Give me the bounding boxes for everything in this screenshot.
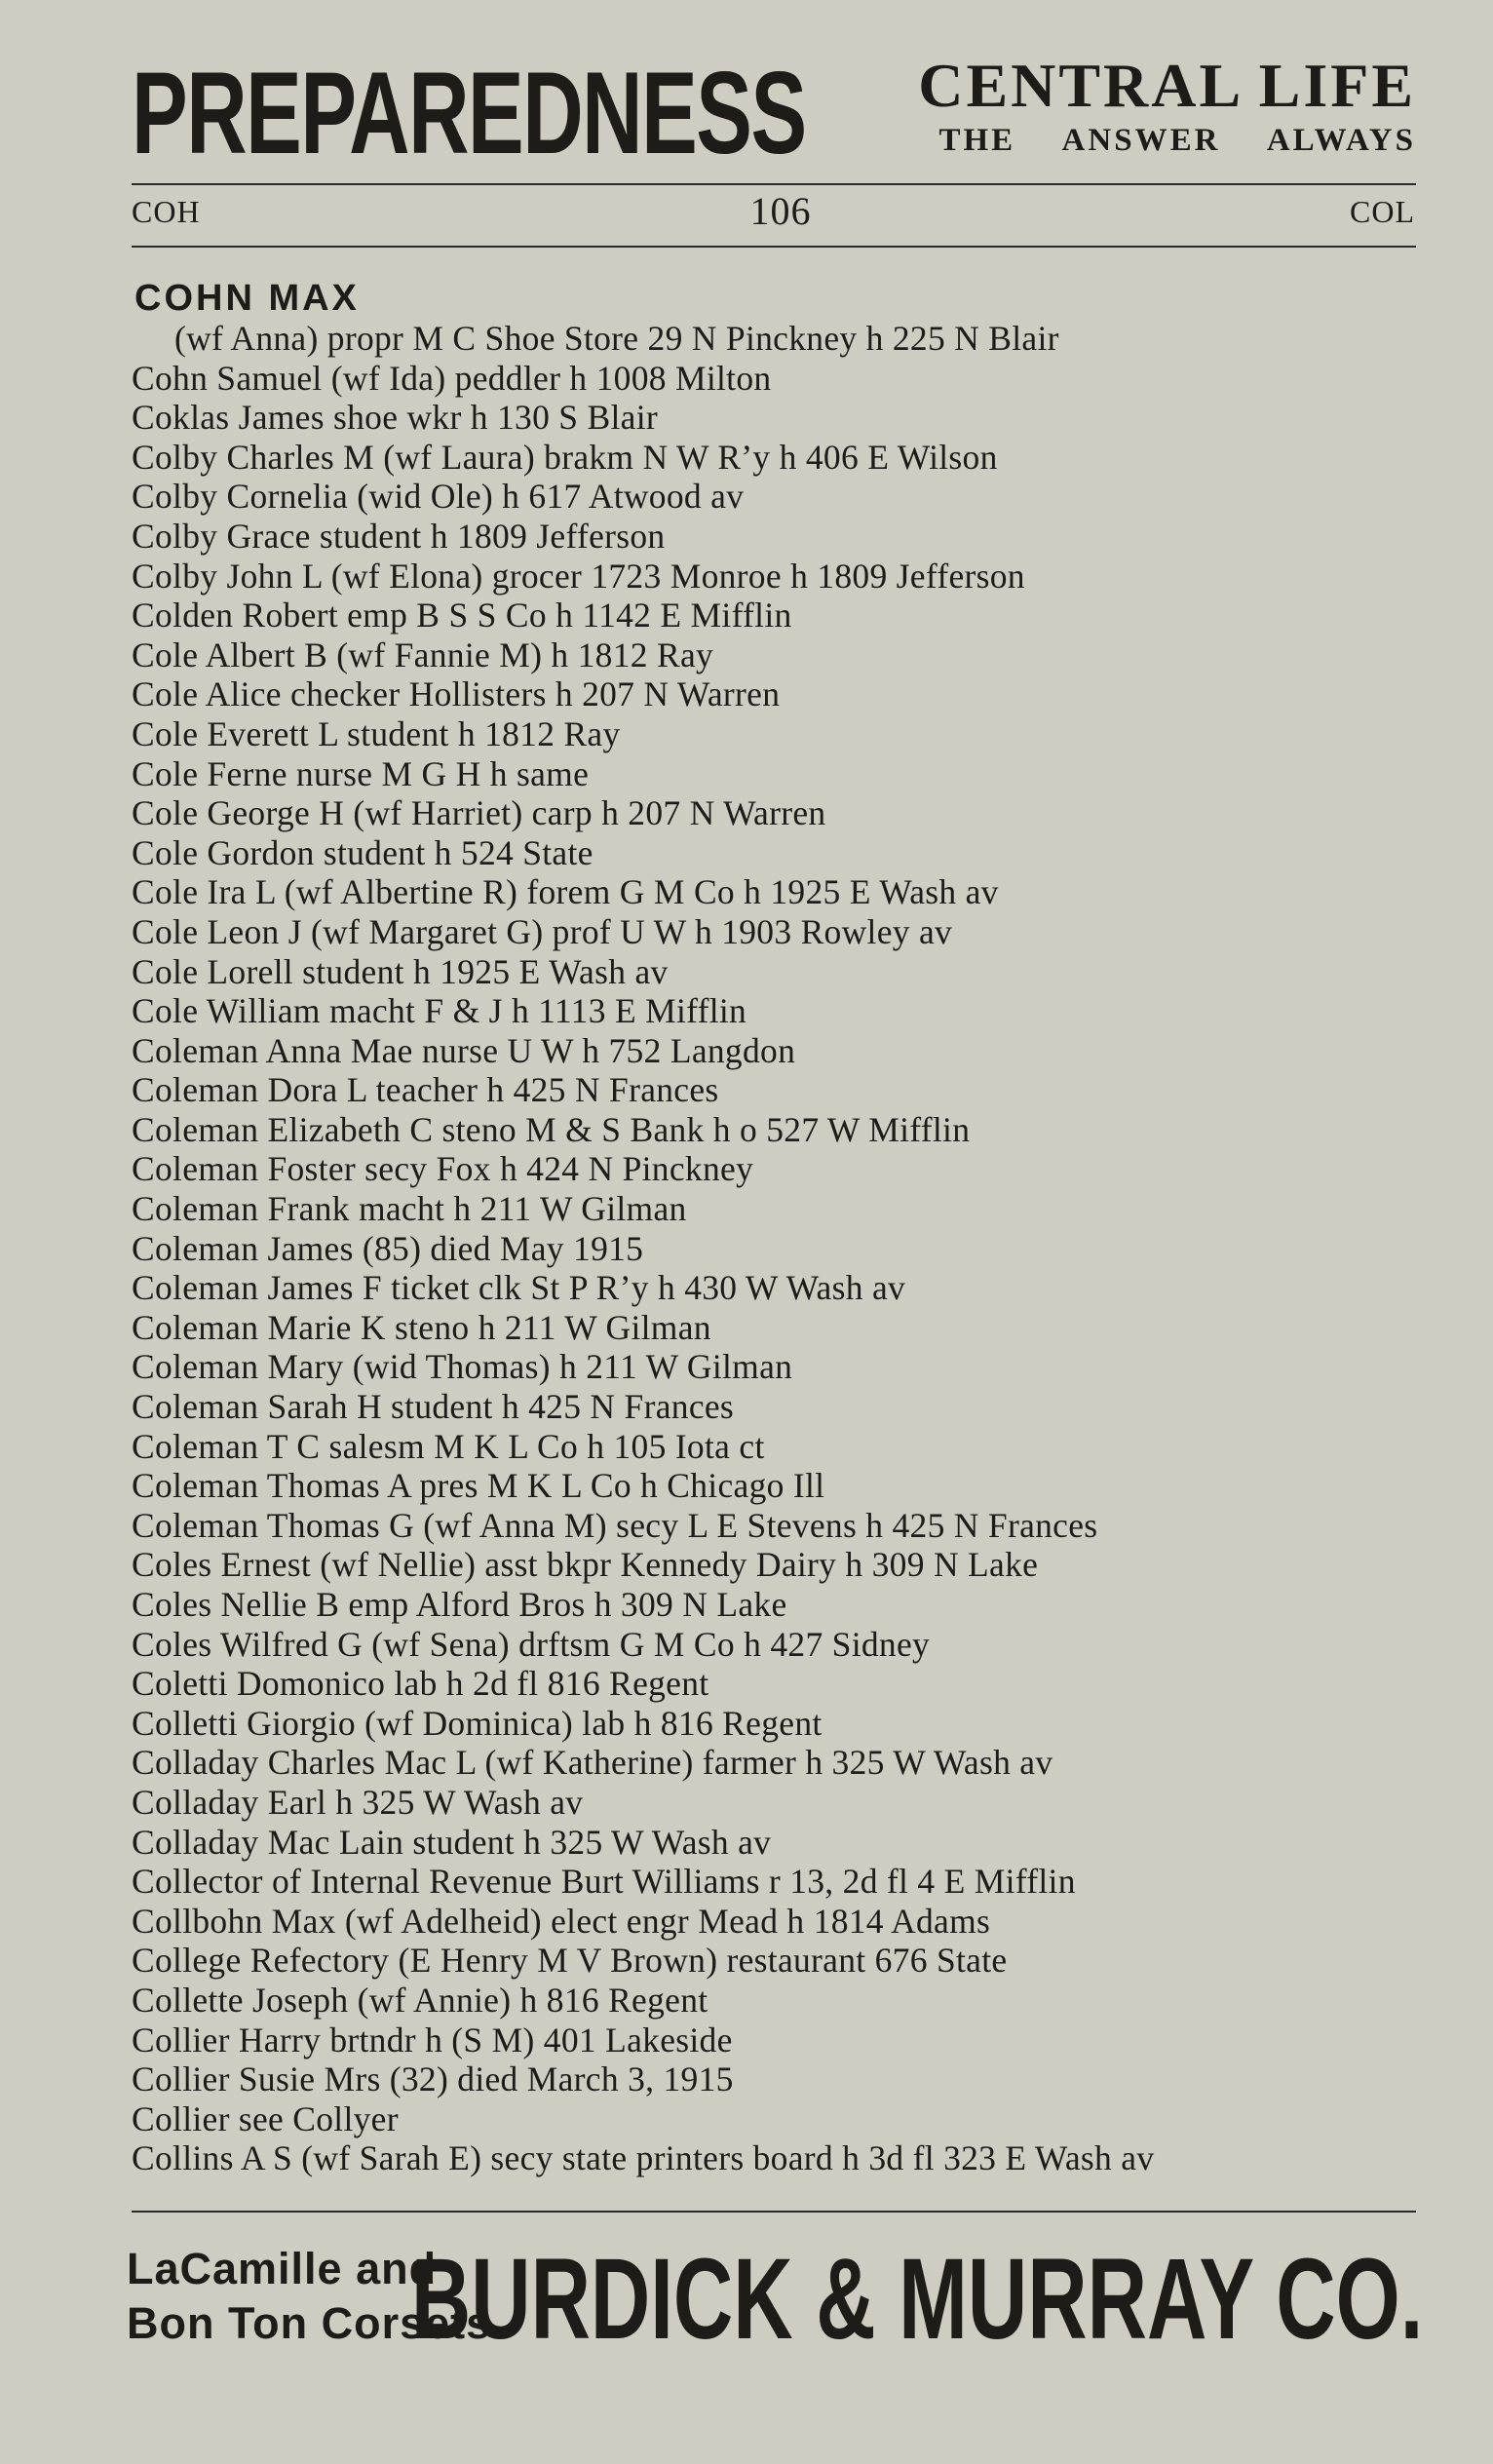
list-item: College Refectory (E Henry M V Brown) restaurant 676 State: [132, 1941, 1008, 1981]
header-top-rule: [132, 183, 1416, 185]
list-item: Coklas James shoe wkr h 130 S Blair: [132, 398, 659, 438]
list-item: Colby John L (wf Elona) grocer 1723 Monroe h 1809 Jefferson: [132, 556, 1025, 596]
list-item: Coleman Frank macht h 211 W Gilman: [132, 1189, 687, 1229]
list-item: Colladay Mac Lain student h 325 W Wash av: [132, 1822, 772, 1862]
list-item: Coleman T C salesm M K L Co h 105 Iota ct: [132, 1426, 765, 1466]
preparedness-ad-text: PREPAREDNESS: [132, 48, 806, 178]
list-item: Collette Joseph (wf Annie) h 816 Regent: [132, 1980, 708, 2020]
list-item: Collier Susie Mrs (32) died March 3, 1915: [132, 2060, 734, 2099]
list-item: Colladay Charles Mac L (wf Katherine) farmer h 325 W Wash av: [132, 1743, 1053, 1783]
list-item: Cole George H (wf Harriet) carp h 207 N Warren: [132, 793, 826, 833]
list-item: Cole Lorell student h 1925 E Wash av: [132, 951, 669, 991]
list-item: Colladay Earl h 325 W Wash av: [132, 1782, 584, 1822]
burdick-murray-ad: BURDICK & MURRAY CO.: [410, 2235, 1423, 2364]
running-header-left: COH: [132, 194, 201, 229]
list-item: Colden Robert emp B S S Co h 1142 E Mifflin: [132, 596, 792, 635]
list-item: Collins A S (wf Sarah E) secy state printers board h 3d fl 323 E Wash av: [132, 2138, 1155, 2178]
list-item: Coleman Marie K steno h 211 W Gilman: [132, 1307, 711, 1347]
list-item: Coleman Elizabeth C steno M & S Bank h o 527 W Mifflin: [132, 1109, 971, 1149]
list-item: Cole Leon J (wf Margaret G) prof U W h 1903 Rowley av: [132, 911, 953, 951]
list-item: Collier see Collyer: [132, 2098, 399, 2138]
list-item: Coles Ernest (wf Nellie) asst bkpr Kennedy Dairy h 309 N Lake: [132, 1545, 1039, 1585]
list-item: Coleman Dora L teacher h 425 N Frances: [132, 1070, 719, 1110]
list-item: Collector of Internal Revenue Burt Williams r 13, 2d fl 4 E Mifflin: [132, 1862, 1076, 1902]
list-item: Cole Alice checker Hollisters h 207 N Warren: [132, 674, 781, 714]
list-item: Coletti Domonico lab h 2d fl 816 Regent: [132, 1664, 709, 1704]
top-advertisement: [132, 48, 1416, 178]
bottom-advertisement: [127, 2232, 1423, 2364]
list-item: Colby Charles M (wf Laura) brakm N W R’y h 406 E Wilson: [132, 437, 998, 477]
list-item: Coles Nellie B emp Alford Bros h 309 N Lake: [132, 1585, 787, 1624]
list-item: Cole Ira L (wf Albertine R) forem G M Co h 1925 E Wash av: [132, 872, 999, 912]
list-item: Collier Harry brtndr h (S M) 401 Lakeside: [132, 2020, 733, 2060]
page-number: 106: [749, 189, 812, 233]
list-item: Cole Ferne nurse M G H h same: [132, 753, 590, 793]
list-item: Coleman Thomas A pres M K L Co h Chicago Ill: [132, 1466, 825, 1506]
list-item: Cohn Samuel (wf Ida) peddler h 1008 Milton: [132, 358, 772, 398]
list-item: Cole Albert B (wf Fannie M) h 1812 Ray: [132, 635, 714, 674]
list-item: Coleman James (85) died May 1915: [132, 1228, 644, 1268]
footer-rule: [132, 2211, 1416, 2213]
corsets-ad-line2: Bon Ton Corsets: [127, 2298, 492, 2348]
running-header-right: COL: [1350, 194, 1415, 229]
central-life-ad-title: CENTRAL LIFE: [918, 51, 1416, 120]
list-item: Coleman Sarah H student h 425 N Frances: [132, 1387, 735, 1427]
list-item: Cole William macht F & J h 1113 E Mifflin: [132, 991, 747, 1031]
header-bottom-rule: [132, 246, 1416, 248]
list-item: (wf Anna) propr M C Shoe Store 29 N Pinckney h 225 N Blair: [174, 319, 1059, 358]
list-item: Coles Wilfred G (wf Sena) drftsm G M Co h 427 Sidney: [132, 1624, 931, 1664]
lead-entry-name: COHN MAX: [134, 278, 360, 319]
list-item: Colby Grace student h 1809 Jefferson: [132, 516, 666, 556]
list-item: Colby Cornelia (wid Ole) h 617 Atwood av: [132, 477, 745, 517]
list-item: Coleman Anna Mae nurse U W h 752 Langdon: [132, 1030, 796, 1070]
list-item: Collbohn Max (wf Adelheid) elect engr Mead h 1814 Adams: [132, 1901, 991, 1941]
list-item: Colletti Giorgio (wf Dominica) lab h 816 Regent: [132, 1703, 823, 1743]
list-item: Coleman James F ticket clk St P R’y h 430 W Wash av: [132, 1268, 906, 1308]
central-life-ad-slogan: THE ANSWER ALWAYS: [938, 123, 1416, 158]
list-item: Cole Everett L student h 1812 Ray: [132, 713, 621, 753]
list-item: Coleman Foster secy Fox h 424 N Pinckney: [132, 1149, 754, 1189]
list-item: Coleman Mary (wid Thomas) h 211 W Gilman: [132, 1347, 793, 1387]
list-item: Cole Gordon student h 524 State: [132, 832, 593, 872]
corsets-ad-line1: LaCamille and: [127, 2244, 438, 2293]
list-item: Coleman Thomas G (wf Anna M) secy L E Stevens h 425 N Frances: [132, 1505, 1098, 1545]
directory-entries: [132, 319, 1428, 2178]
